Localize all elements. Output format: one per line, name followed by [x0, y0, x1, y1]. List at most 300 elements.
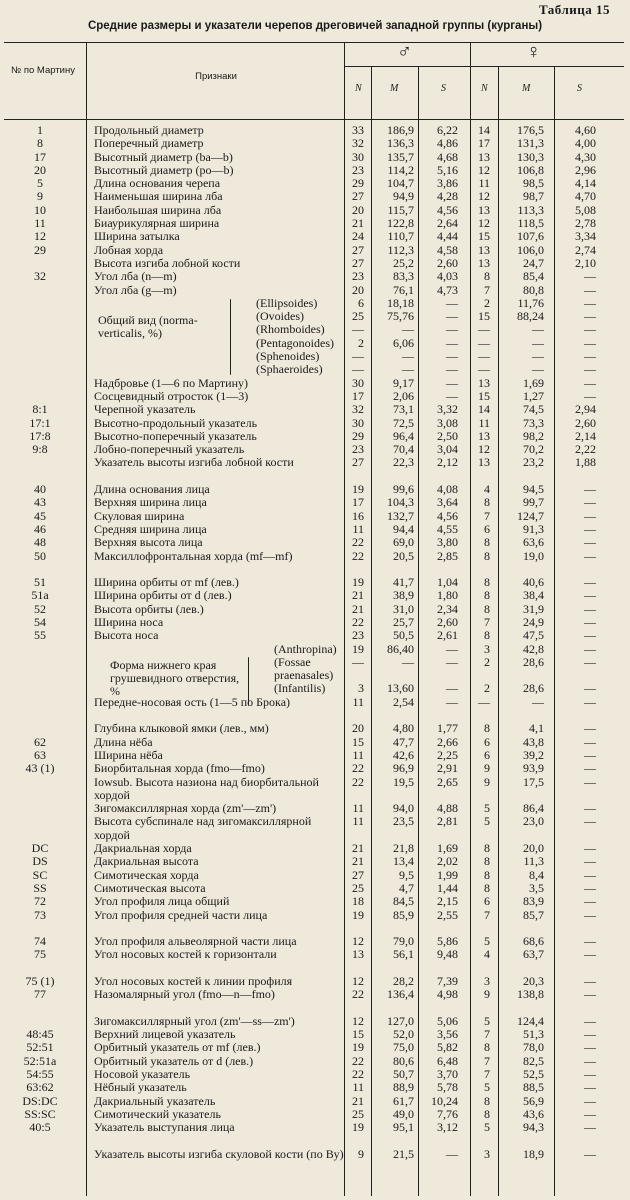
female-n: 15	[478, 388, 490, 403]
row-sign: Зигомаксиллярная хорда (zm'—zm')	[94, 801, 277, 816]
female-n: 12	[478, 442, 490, 457]
row-sign: Дакриальная хорда	[94, 841, 192, 856]
female-m: 43,8	[523, 734, 544, 749]
male-n: 30	[352, 415, 364, 430]
table-row	[4, 550, 624, 577]
female-n: 15	[478, 229, 490, 244]
row-sign: Носовой указатель	[94, 1067, 191, 1082]
female-m: 107,6	[517, 229, 544, 244]
row-sign: Нёбный указатель	[94, 1080, 187, 1095]
female-m: 93,9	[523, 761, 544, 776]
row-code: 20	[34, 162, 46, 177]
male-n: 12	[352, 1013, 364, 1028]
female-s: 5,08	[575, 202, 596, 217]
female-n: 6	[484, 747, 490, 762]
male-s: 4,88	[437, 801, 458, 816]
female-s: —	[584, 1027, 596, 1042]
male-m: 49,0	[393, 1106, 414, 1121]
female-n: 5	[484, 801, 490, 816]
female-s: —	[584, 947, 596, 962]
table-row	[4, 589, 624, 602]
male-s: 4,73	[437, 282, 458, 297]
male-m: 19,5	[393, 774, 414, 789]
male-m: 79,0	[393, 934, 414, 949]
row-sign: Симотическая высота	[94, 880, 206, 895]
female-s: —	[584, 1106, 596, 1121]
female-m: 31,9	[523, 601, 544, 616]
male-s: 4,28	[437, 189, 458, 204]
male-s: —	[446, 295, 458, 310]
male-s: 6,48	[437, 1053, 458, 1068]
male-n: 22	[352, 548, 364, 563]
table-row	[4, 257, 624, 270]
male-s: 2,60	[437, 614, 458, 629]
female-n: 6	[484, 521, 490, 536]
row-code: 75 (1)	[25, 974, 55, 988]
row-sign: Ширина носа	[94, 614, 164, 629]
row-sign: Зигомаксиллярный угол (zm'—ss—zm')	[94, 1013, 295, 1028]
row-code: 11	[34, 216, 46, 231]
male-s: 2,61	[437, 628, 458, 643]
table-row	[4, 377, 624, 390]
row-sign: Орбитный указатель от d (лев.)	[94, 1053, 254, 1068]
male-s: —	[446, 362, 458, 377]
male-s: 1,04	[437, 575, 458, 590]
table-row	[4, 403, 624, 416]
female-n: 13	[478, 455, 490, 470]
male-n: 11	[352, 814, 364, 829]
female-s: —	[584, 721, 596, 736]
female-m: 20,3	[523, 974, 544, 988]
row-code: 46	[34, 521, 46, 536]
row-sign: Дакриальная высота	[94, 854, 199, 869]
table-row	[4, 483, 624, 496]
female-n: 14	[478, 402, 490, 417]
female-n: 4	[484, 482, 490, 497]
male-n: —	[352, 362, 364, 377]
female-s: 4,00	[575, 136, 596, 151]
row-code: 17:8	[29, 428, 51, 443]
row-sign: Глубина клыковой ямки (лев., мм)	[94, 721, 269, 736]
table-row	[4, 151, 624, 164]
female-m: 131,3	[517, 136, 544, 151]
row-sign: Лобная хорда	[94, 242, 164, 257]
female-m: —	[532, 322, 544, 337]
male-n: 21	[352, 854, 364, 869]
row-sign: Указатель выступания лица	[94, 1120, 235, 1135]
row-sign: (Pentagonoides)	[256, 335, 334, 350]
male-m: 110,7	[387, 229, 414, 244]
male-n: 22	[352, 774, 364, 789]
female-s-header: S	[577, 83, 582, 94]
male-n: 11	[352, 1080, 364, 1095]
male-n: 33	[352, 123, 364, 137]
female-m: 17,5	[523, 774, 544, 789]
male-n: 15	[352, 1027, 364, 1042]
row-sign: Длина основания лица	[94, 482, 210, 497]
male-m: 41,7	[393, 575, 414, 590]
female-m: 82,5	[523, 1053, 544, 1068]
table-row	[4, 204, 624, 217]
female-n: 7	[484, 508, 490, 523]
table-row	[4, 643, 624, 656]
row-sign: Угол профиля средней части лица	[94, 907, 268, 922]
female-n: 2	[484, 681, 490, 696]
male-n: 27	[352, 867, 364, 882]
female-s: —	[584, 282, 596, 297]
male-m: 56,1	[393, 947, 414, 962]
row-sign: Длина основания черепа	[94, 176, 221, 191]
male-s: 2,91	[437, 761, 458, 776]
male-n: —	[352, 322, 364, 337]
female-n: 3	[484, 641, 490, 656]
female-n: —	[478, 362, 490, 377]
female-m: 38,4	[523, 588, 544, 603]
female-s: —	[584, 974, 596, 988]
male-m: 132,7	[387, 508, 414, 523]
male-n: 11	[352, 694, 364, 709]
female-s: —	[584, 734, 596, 749]
male-m: 2,54	[393, 694, 414, 709]
female-s: —	[584, 575, 596, 590]
table-row	[4, 350, 624, 363]
male-m: 42,6	[393, 747, 414, 762]
female-m: 20,0	[523, 841, 544, 856]
female-m: 113,3	[517, 202, 544, 217]
row-sign: Продольный диаметр	[94, 123, 204, 137]
female-m: 1,69	[523, 375, 544, 390]
female-s: 2,60	[575, 415, 596, 430]
male-s: 2,64	[437, 216, 458, 231]
male-s: 3,32	[437, 402, 458, 417]
row-sign: (Sphenoides)	[256, 349, 320, 364]
female-m: 73,3	[523, 415, 544, 430]
male-m: 72,5	[393, 415, 414, 430]
row-sign: Ширина орбиты от d (лев.)	[94, 588, 232, 603]
male-s: 3,08	[437, 415, 458, 430]
table-row	[4, 297, 624, 310]
female-m: —	[532, 694, 544, 709]
table-row	[4, 1121, 624, 1148]
male-m: 31,0	[393, 601, 414, 616]
male-m-header: M	[390, 83, 399, 94]
male-m: 52,0	[393, 1027, 414, 1042]
female-m: 130,3	[517, 149, 544, 164]
male-s: 2,66	[437, 734, 458, 749]
male-m: 18,18	[387, 295, 414, 310]
female-m: 4,1	[529, 721, 544, 736]
row-sign: Высотный диаметр (po—b)	[94, 162, 234, 177]
row-sign: (Ovoides)	[256, 309, 304, 324]
male-m: 47,7	[393, 734, 414, 749]
table-row	[4, 975, 624, 988]
male-m: 21,5	[393, 1146, 414, 1161]
row-code: SS	[33, 880, 47, 895]
female-n: 4	[484, 947, 490, 962]
male-n: 27	[352, 242, 364, 257]
row-code: 72	[34, 894, 46, 909]
male-s: 5,06	[437, 1013, 458, 1028]
female-n: 3	[484, 1146, 490, 1161]
female-m: 18,9	[523, 1146, 544, 1161]
table-row	[4, 1095, 624, 1108]
male-n: —	[352, 654, 364, 669]
female-n: 11	[478, 415, 490, 430]
male-n: 19	[352, 482, 364, 497]
female-s: 1,88	[575, 455, 596, 470]
male-s: —	[446, 388, 458, 403]
male-symbol: ♂	[397, 41, 412, 63]
table-row	[4, 536, 624, 549]
table-row	[4, 948, 624, 975]
table-row	[4, 164, 624, 177]
female-m: 23,0	[523, 814, 544, 829]
female-n: —	[478, 335, 490, 350]
male-m: 86,40	[387, 641, 414, 656]
male-s-header: S	[441, 83, 446, 94]
male-m: 186,9	[387, 123, 414, 137]
male-n: 24	[352, 229, 364, 244]
row-sign: Высота субспинале над зигомаксиллярной хордой	[94, 814, 312, 842]
table-row	[4, 363, 624, 376]
male-s: 4,44	[437, 229, 458, 244]
row-sign: Ширина нёба	[94, 747, 163, 762]
female-n: —	[478, 322, 490, 337]
female-m: 98,5	[523, 176, 544, 191]
female-s: —	[584, 774, 596, 789]
female-m: 52,5	[523, 1067, 544, 1082]
male-n: 23	[352, 269, 364, 284]
male-s: 2,81	[437, 814, 458, 829]
male-m: —	[402, 322, 414, 337]
table-row	[4, 217, 624, 230]
row-code: 45	[34, 508, 46, 523]
table-row	[4, 656, 624, 683]
male-s: 4,86	[437, 136, 458, 151]
male-n: 22	[352, 535, 364, 550]
female-n: 7	[484, 1027, 490, 1042]
row-sign: (Ellipsoides)	[256, 295, 318, 310]
male-n: 19	[352, 575, 364, 590]
female-n: 8	[484, 1106, 490, 1121]
male-s: 4,08	[437, 482, 458, 497]
female-s: —	[584, 1146, 596, 1161]
table-row	[4, 1081, 624, 1094]
male-n: 20	[352, 202, 364, 217]
female-n: 14	[478, 123, 490, 137]
female-m: 138,8	[517, 987, 544, 1002]
male-n: 6	[358, 295, 364, 310]
row-sign: Биорбитальная хорда (fmo—fmo)	[94, 761, 265, 776]
female-n: 13	[478, 375, 490, 390]
male-n: 30	[352, 375, 364, 390]
male-s: 4,98	[437, 987, 458, 1002]
male-n: 20	[352, 721, 364, 736]
row-sign: Угол профиля лица общий	[94, 894, 230, 909]
row-sign: Надбровье (1—6 по Мартину)	[94, 375, 249, 390]
female-s: —	[584, 508, 596, 523]
female-n: 7	[484, 614, 490, 629]
male-m: 122,8	[387, 216, 414, 231]
male-n: 22	[352, 761, 364, 776]
female-n: 9	[484, 761, 490, 776]
table-row	[4, 496, 624, 509]
female-m: 19,0	[523, 548, 544, 563]
table-row	[4, 869, 624, 882]
male-m: 136,4	[387, 987, 414, 1002]
male-n: 11	[352, 521, 364, 536]
female-s: —	[584, 934, 596, 949]
row-sign: Ширина затылка	[94, 229, 180, 244]
male-n: 18	[352, 894, 364, 909]
male-m: 99,6	[393, 482, 414, 497]
male-m: 21,8	[393, 841, 414, 856]
row-sign: Верхняя ширина лица	[94, 495, 207, 510]
table-row	[4, 417, 624, 430]
table-row	[4, 1108, 624, 1121]
row-sign: Симотический указатель	[94, 1106, 221, 1121]
female-n: 13	[478, 149, 490, 164]
male-m: 70,4	[393, 442, 414, 457]
male-m: 61,7	[393, 1093, 414, 1108]
male-n: 17	[352, 388, 364, 403]
male-n: 16	[352, 508, 364, 523]
female-s: 2,78	[575, 216, 596, 231]
male-n: 27	[352, 455, 364, 470]
male-n: 15	[352, 734, 364, 749]
female-s: 4,30	[575, 149, 596, 164]
table-row	[4, 310, 624, 323]
row-sign: Биаурикулярная ширина	[94, 216, 220, 231]
female-m: 83,9	[523, 894, 544, 909]
table-row	[4, 722, 624, 735]
row-sign: Назомалярный угол (fmo—n—fmo)	[94, 987, 275, 1002]
male-n: 19	[352, 641, 364, 656]
male-s: 5,78	[437, 1080, 458, 1095]
male-n: 19	[352, 907, 364, 922]
female-s: —	[584, 867, 596, 882]
row-sign: Угол лба (g—m)	[94, 282, 177, 297]
female-s: —	[584, 548, 596, 563]
row-sign: Указатель высоты изгиба лобной кости	[94, 455, 294, 470]
row-sign: (Anthropina)	[274, 641, 337, 656]
row-code: 9:8	[32, 442, 48, 457]
table-row	[4, 270, 624, 283]
female-n-header: N	[481, 83, 488, 94]
male-s: 3,56	[437, 1027, 458, 1042]
female-n: 9	[484, 987, 490, 1002]
female-m: 42,8	[523, 641, 544, 656]
norma-brace	[230, 299, 231, 375]
row-sign: Скуловая ширина	[94, 508, 185, 523]
female-s: —	[584, 1120, 596, 1135]
table-row	[4, 190, 624, 203]
row-sign: Орбитный указатель от mf (лев.)	[94, 1040, 261, 1055]
row-code: 52:51a	[23, 1053, 57, 1068]
female-s: —	[584, 880, 596, 895]
row-code: 62	[34, 734, 46, 749]
male-m: 23,5	[393, 814, 414, 829]
table-row	[4, 1015, 624, 1028]
female-m: 24,9	[523, 614, 544, 629]
male-m: 25,2	[393, 255, 414, 270]
male-m: 136,3	[387, 136, 414, 151]
male-m: 96,4	[393, 428, 414, 443]
male-s: 4,56	[437, 508, 458, 523]
male-s: 3,64	[437, 495, 458, 510]
row-code: 50	[34, 548, 46, 563]
male-n: 19	[352, 1040, 364, 1055]
female-s: —	[584, 841, 596, 856]
col-sign-header: Признаки	[195, 71, 237, 82]
female-s: —	[584, 482, 596, 497]
female-s: —	[584, 814, 596, 829]
female-s: 2,22	[575, 442, 596, 457]
female-m: 106,8	[517, 162, 544, 177]
female-m: 85,7	[523, 907, 544, 922]
female-s: —	[584, 894, 596, 909]
male-s: 3,86	[437, 176, 458, 191]
female-n: 5	[484, 1013, 490, 1028]
male-m: 50,7	[393, 1067, 414, 1082]
male-m: 28,2	[393, 974, 414, 988]
table-caption: Таблица 15	[538, 2, 610, 17]
row-sign: Наибольшая ширина лба	[94, 202, 222, 217]
table-row	[4, 682, 624, 695]
female-s: —	[584, 1093, 596, 1108]
male-s: 2,65	[437, 774, 458, 789]
male-s: 5,16	[437, 162, 458, 177]
female-m: 88,5	[523, 1080, 544, 1095]
row-sign: Поперечный диаметр	[94, 136, 204, 151]
row-code: DS	[32, 854, 48, 869]
female-s: 2,74	[575, 242, 596, 257]
female-n: 8	[484, 601, 490, 616]
male-s: —	[446, 1146, 458, 1161]
male-m: 127,0	[387, 1013, 414, 1028]
male-m: 2,06	[393, 388, 414, 403]
male-n: 32	[352, 136, 364, 151]
male-n: 25	[352, 880, 364, 895]
male-s: 6,22	[437, 123, 458, 137]
female-s: —	[584, 309, 596, 324]
male-n: 22	[352, 1053, 364, 1068]
female-m: 124,4	[517, 1013, 544, 1028]
male-s: —	[446, 375, 458, 390]
female-m: 70,2	[523, 442, 544, 457]
female-n: 13	[478, 255, 490, 270]
row-code: 29	[34, 242, 46, 257]
male-n: 25	[352, 1106, 364, 1121]
row-sign: Дакриальный указатель	[94, 1093, 216, 1108]
female-n: 8	[484, 588, 490, 603]
row-code: 40	[34, 482, 46, 497]
col-code-header: № по Мартину	[11, 65, 75, 76]
male-m: 95,1	[393, 1120, 414, 1135]
female-m: 11,3	[523, 854, 544, 869]
table-body	[4, 124, 624, 1161]
male-n: 27	[352, 255, 364, 270]
male-s: 2,50	[437, 428, 458, 443]
male-n: 17	[352, 495, 364, 510]
female-n: 8	[484, 880, 490, 895]
male-n: 2	[358, 335, 364, 350]
male-s: 3,04	[437, 442, 458, 457]
female-m: 43,6	[523, 1106, 544, 1121]
row-sign: Средняя ширина лица	[94, 521, 207, 536]
male-s: —	[446, 349, 458, 364]
female-n: —	[478, 694, 490, 709]
